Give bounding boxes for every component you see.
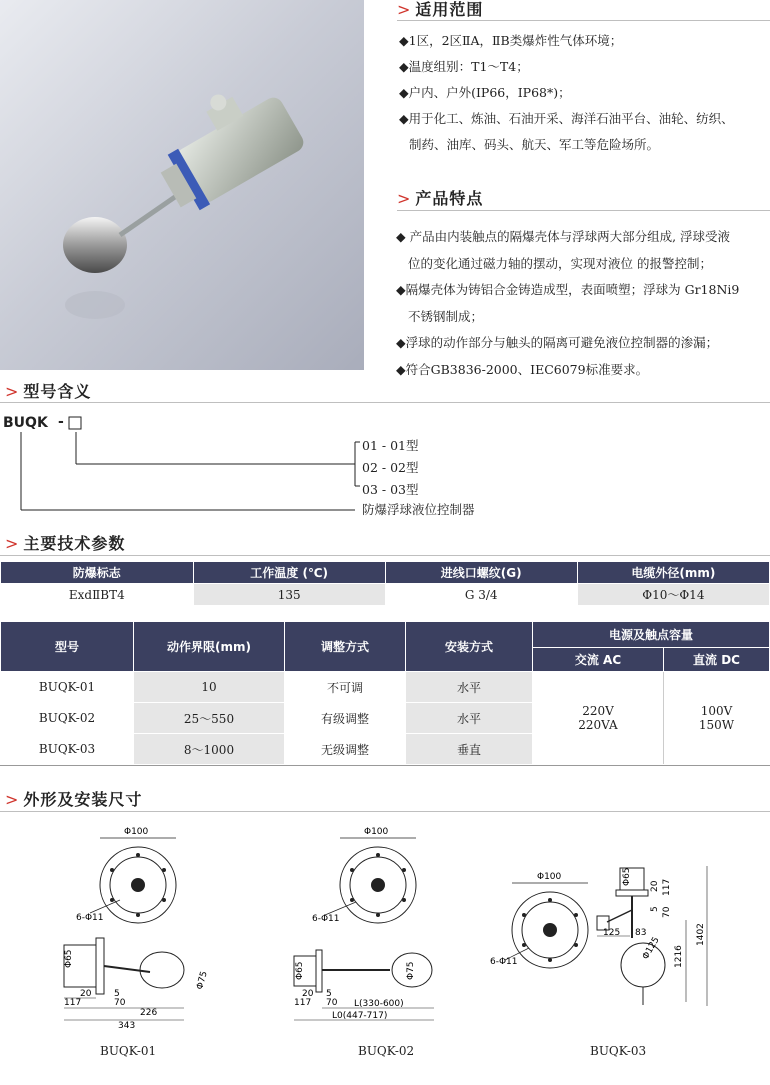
drawing-label: BUQK-03 xyxy=(590,1044,647,1058)
dim-label: 83 xyxy=(635,928,647,938)
table-header: 工作温度 (℃) xyxy=(193,562,385,584)
table-cell: ExdⅡBT4 xyxy=(1,584,194,606)
table-cell: 水平 xyxy=(406,672,533,703)
model-prefix: BUQK xyxy=(3,415,48,431)
arrow-icon: > xyxy=(5,382,20,401)
dims-rule xyxy=(0,811,770,812)
ac-voltage: 220V xyxy=(582,704,614,718)
dim-label: Φ100 xyxy=(537,872,562,882)
table-cell: Φ10～Φ14 xyxy=(577,584,769,606)
dim-label: Φ100 xyxy=(364,827,389,837)
arrow-icon: > xyxy=(5,534,20,553)
table-cell: BUQK-03 xyxy=(1,734,134,765)
dim-label: 226 xyxy=(140,1008,158,1018)
ac-cell xyxy=(533,672,664,765)
drawing-buqk-01 xyxy=(50,820,270,1040)
dim-label: 20 xyxy=(80,989,92,999)
dim-label: L(330-600) xyxy=(354,999,404,1009)
table-cell: 25～550 xyxy=(134,703,285,734)
scope-item: ◆户内、户外(IP66，IP68*)； xyxy=(399,85,571,100)
drawing-buqk-03 xyxy=(485,860,720,1040)
dc-voltage: 100V xyxy=(700,704,733,718)
feature-item: ◆符合GB3836-2000、IEC6079标准要求。 xyxy=(396,361,649,377)
table-header: 防爆标志 xyxy=(1,562,194,584)
model-dash: - xyxy=(58,414,64,430)
feature-item: ◆隔爆壳体为铸铝合金铸造成型，表面喷塑；浮球为 Gr18Ni9 xyxy=(396,282,740,297)
dims-heading xyxy=(5,787,142,810)
table-header: 动作界限(mm) xyxy=(134,622,285,672)
table-cell: 有级调整 xyxy=(285,703,406,734)
scope-item: ◆温度组别：T1～T4； xyxy=(399,59,529,74)
drawing-label: BUQK-01 xyxy=(100,1044,157,1058)
ac-capacity: 220VA xyxy=(578,718,618,732)
feature-item: 位的变化通过磁力轴的摆动，实现对液位 的报警控制； xyxy=(408,255,712,271)
arrow-icon: > xyxy=(5,790,20,809)
table-cell: 135 xyxy=(193,584,385,606)
features-heading xyxy=(397,186,483,209)
dim-label: Φ65 xyxy=(295,961,305,980)
drawing-label: BUQK-02 xyxy=(358,1044,415,1058)
table-explosion xyxy=(0,561,770,606)
params-title: 主要技术参数 xyxy=(23,534,126,553)
dim-label: 20 xyxy=(650,880,660,892)
params-heading xyxy=(5,531,125,554)
dim-label: 70 xyxy=(326,998,338,1008)
scope-title: 适用范围 xyxy=(415,0,484,19)
scope-rule xyxy=(397,20,770,21)
table-header: 电源及触点容量 xyxy=(533,622,770,648)
product-photo xyxy=(0,0,364,370)
dim-label: Φ65 xyxy=(64,949,74,968)
dim-label: 70 xyxy=(662,906,672,918)
dc-cell xyxy=(664,672,770,765)
table-cell: BUQK-02 xyxy=(1,703,134,734)
table-header: 进线口螺纹(G) xyxy=(385,562,577,584)
table-header: 型号 xyxy=(1,622,134,672)
table-cell: 无级调整 xyxy=(285,734,406,765)
table-cell: 8～1000 xyxy=(134,734,285,765)
dim-label: 117 xyxy=(662,878,672,896)
model-options xyxy=(362,435,418,501)
table-subheader: 直流 DC xyxy=(664,648,770,672)
dim-label: 1402 xyxy=(696,923,706,946)
model-title: 型号含义 xyxy=(23,382,92,401)
drawing-buqk-02 xyxy=(280,820,480,1030)
dim-label: 70 xyxy=(114,998,126,1008)
scope-item: ◆1区，2区ⅡA，ⅡB类爆炸性气体环境； xyxy=(399,33,623,48)
arrow-icon: > xyxy=(397,0,412,19)
feature-item: 不锈钢制成； xyxy=(408,308,484,324)
model-option: 01 - 01型 xyxy=(362,438,419,453)
dim-label: 117 xyxy=(64,998,82,1008)
model-desc: 防爆浮球液位控制器 xyxy=(362,502,475,517)
table-cell: 垂直 xyxy=(406,734,533,765)
dim-label: 343 xyxy=(118,1021,136,1031)
table-header: 安装方式 xyxy=(406,622,533,672)
dim-label: Φ75 xyxy=(406,961,416,980)
table-cell: 10 xyxy=(134,672,285,703)
dim-label: 6-Φ11 xyxy=(490,957,518,967)
table-subheader: 交流 AC xyxy=(533,648,664,672)
features-rule xyxy=(397,210,770,211)
scope-item: 制药、油库、码头、航天、军工等危险场所。 xyxy=(409,137,660,152)
scope-item: ◆用于化工、炼油、石油开采、海洋石油平台、油轮、纺织、 xyxy=(399,111,734,126)
dims-title: 外形及安装尺寸 xyxy=(23,790,143,809)
features-list xyxy=(396,224,770,383)
feature-item: ◆浮球的动作部分与触头的隔离可避免液位控制器的渗漏； xyxy=(396,335,719,350)
feature-item: ◆ 产品由内装触点的隔爆壳体与浮球两大部分组成, 浮球受液 xyxy=(396,229,731,244)
model-rule xyxy=(0,402,770,403)
scope-list xyxy=(399,28,769,158)
dim-label: 5 xyxy=(326,989,332,999)
table-cell: 不可调 xyxy=(285,672,406,703)
scope-heading xyxy=(397,0,483,20)
table-models xyxy=(0,621,770,765)
dim-label: L0(447-717) xyxy=(332,1011,388,1021)
table-cell: BUQK-01 xyxy=(1,672,134,703)
model-option: 02 - 02型 xyxy=(362,460,419,475)
model-tree xyxy=(0,410,400,520)
dim-label: Φ100 xyxy=(124,827,149,837)
table-cell: 水平 xyxy=(406,703,533,734)
table-header: 电缆外径(mm) xyxy=(577,562,769,584)
params-rule xyxy=(0,555,770,556)
model-heading xyxy=(5,379,91,402)
dim-label: 1216 xyxy=(674,945,684,968)
table-header: 调整方式 xyxy=(285,622,406,672)
dc-capacity: 150W xyxy=(698,718,735,732)
dim-label: 20 xyxy=(302,989,314,999)
dim-label: 125 xyxy=(603,928,621,938)
arrow-icon: > xyxy=(397,189,412,208)
dim-label: 6-Φ11 xyxy=(312,914,340,924)
dim-label: 6-Φ11 xyxy=(76,913,104,923)
features-title: 产品特点 xyxy=(415,189,484,208)
dim-label: Φ75 xyxy=(195,970,210,991)
dim-label: Φ125 xyxy=(640,935,662,962)
dim-label: 117 xyxy=(294,998,312,1008)
table-cell: G 3/4 xyxy=(385,584,577,606)
table-bottom-rule xyxy=(0,765,770,766)
model-option: 03 - 03型 xyxy=(362,482,419,497)
dim-label: 5 xyxy=(650,906,660,912)
dim-label: Φ65 xyxy=(622,867,632,886)
dim-label: 5 xyxy=(114,989,120,999)
